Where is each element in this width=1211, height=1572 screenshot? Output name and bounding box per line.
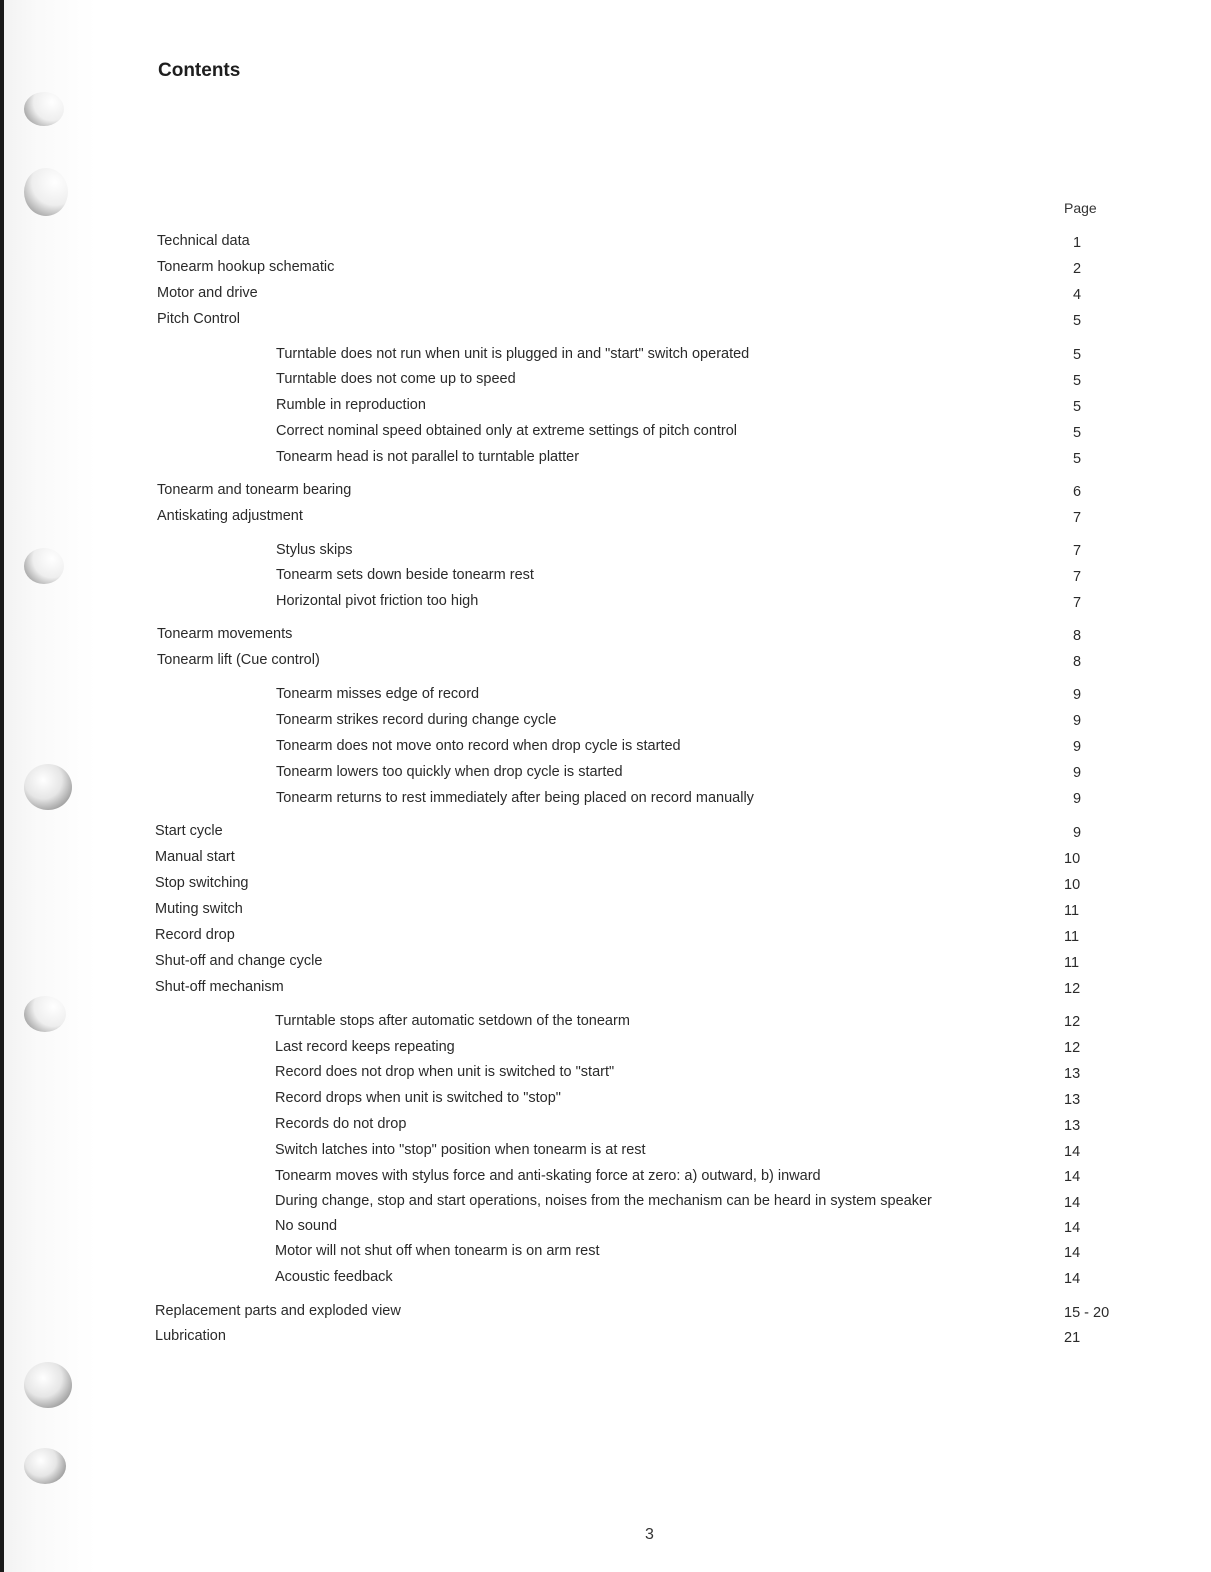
toc-entry: Record drop	[155, 927, 235, 943]
toc-page-number: 5	[1073, 347, 1082, 363]
toc-page-number: 5	[1073, 451, 1082, 467]
toc-page-number: 4	[1073, 287, 1082, 303]
toc-page-number: 7	[1073, 510, 1082, 526]
toc-page-number: 11	[1064, 929, 1080, 945]
toc-entry: Technical data	[157, 233, 250, 249]
punch-hole-icon	[24, 1448, 66, 1484]
toc-page-number: 9	[1073, 765, 1082, 781]
toc-subentry: Tonearm lowers too quickly when drop cycle is started	[276, 764, 623, 780]
toc-entry: Muting switch	[155, 901, 243, 917]
toc-subentry: Horizontal pivot friction too high	[276, 593, 479, 609]
toc-page-number: 12	[1064, 1040, 1081, 1056]
toc-page-number: 12	[1064, 981, 1081, 997]
toc-page-number: 10	[1064, 851, 1081, 867]
punch-hole-icon	[24, 92, 64, 126]
toc-page-number: 14	[1064, 1144, 1081, 1160]
toc-entry: Replacement parts and exploded view	[155, 1303, 401, 1319]
toc-page-number: 11	[1064, 903, 1080, 919]
page-edge	[0, 0, 4, 1572]
toc-page-number: 9	[1073, 687, 1082, 703]
page-title: Contents	[158, 60, 241, 81]
toc-page-number: 9	[1073, 825, 1082, 841]
toc-page-number: 5	[1073, 425, 1082, 441]
toc-subentry: Tonearm misses edge of record	[276, 686, 480, 702]
toc-entry: Tonearm movements	[157, 626, 293, 642]
toc-entry: Antiskating adjustment	[157, 508, 303, 524]
toc-entry: Manual start	[155, 849, 235, 865]
toc-page-number: 14	[1064, 1245, 1081, 1261]
toc-entry: Tonearm hookup schematic	[157, 259, 335, 275]
toc-subentry: Records do not drop	[275, 1116, 407, 1132]
toc-page-number: 5	[1073, 313, 1082, 329]
toc-page-number: 14	[1064, 1169, 1081, 1185]
toc-subentry: Tonearm head is not parallel to turntable platter	[276, 449, 580, 465]
toc-page-number: 5	[1073, 373, 1082, 389]
toc-subentry: No sound	[275, 1218, 338, 1234]
toc-page-number: 10	[1064, 877, 1081, 893]
toc-entry: Motor and drive	[157, 285, 258, 301]
toc-subentry: Tonearm strikes record during change cycle	[276, 712, 557, 728]
toc-entry: Lubrication	[155, 1328, 226, 1344]
toc-page-number: 9	[1073, 713, 1082, 729]
toc-subentry: Rumble in reproduction	[276, 397, 426, 413]
toc-page-number: 14	[1064, 1195, 1081, 1211]
toc-page-number: 12	[1064, 1014, 1081, 1030]
toc-subentry: Tonearm does not move onto record when drop cycle is started	[276, 738, 681, 754]
page-column-label: Page	[1064, 200, 1097, 216]
toc-entry: Pitch Control	[157, 311, 241, 327]
toc-entry: Stop switching	[155, 875, 249, 891]
toc-page-number: 7	[1073, 595, 1082, 611]
toc-entry: Tonearm and tonearm bearing	[157, 482, 352, 498]
toc-subentry: Tonearm returns to rest immediately after being placed on record manually	[276, 790, 754, 806]
punch-hole-icon	[24, 996, 66, 1032]
toc-page-number: 13	[1064, 1092, 1081, 1108]
toc-subentry: During change, stop and start operations, noises from the mechanism can be heard in system speaker	[275, 1193, 932, 1209]
toc-subentry: Switch latches into "stop" position when tonearm is at rest	[275, 1142, 646, 1158]
toc-page-number: 13	[1064, 1066, 1081, 1082]
toc-page-number: 14	[1064, 1220, 1081, 1236]
punch-hole-icon	[24, 1362, 72, 1408]
toc-page-number: 1	[1073, 235, 1082, 251]
toc-page-number: 7	[1073, 543, 1082, 559]
toc-subentry: Last record keeps repeating	[275, 1039, 455, 1055]
toc-page-number: 11	[1064, 955, 1080, 971]
toc-entry: Shut-off and change cycle	[155, 953, 323, 969]
toc-subentry: Tonearm moves with stylus force and anti-skating force at zero: a) outward, b) inward	[275, 1168, 821, 1184]
toc-page-number: 13	[1064, 1118, 1081, 1134]
punch-hole-icon	[24, 764, 72, 810]
toc-subentry: Turntable does not run when unit is plugged in and "start" switch operated	[276, 346, 750, 362]
toc-subentry: Stylus skips	[276, 542, 353, 558]
toc-entry: Shut-off mechanism	[155, 979, 284, 995]
toc-page-number: 9	[1073, 739, 1082, 755]
toc-subentry: Record drops when unit is switched to "stop"	[275, 1090, 561, 1106]
toc-subentry: Motor will not shut off when tonearm is on arm rest	[275, 1243, 600, 1259]
page-number: 3	[645, 1526, 654, 1543]
binder-margin	[0, 0, 96, 1572]
toc-subentry: Turntable stops after automatic setdown of the tonearm	[275, 1013, 630, 1029]
toc-page-number: 15 - 20	[1064, 1305, 1110, 1321]
toc-entry: Tonearm lift (Cue control)	[157, 652, 320, 668]
toc-page-number: 5	[1073, 399, 1082, 415]
toc-page-number: 21	[1064, 1330, 1081, 1346]
toc-page-number: 9	[1073, 791, 1082, 807]
toc-entry: Start cycle	[155, 823, 223, 839]
toc-subentry: Turntable does not come up to speed	[276, 371, 516, 387]
punch-hole-icon	[24, 548, 64, 584]
toc-page-number: 8	[1073, 654, 1082, 670]
toc-page-number: 14	[1064, 1271, 1081, 1287]
toc-page-number: 8	[1073, 628, 1082, 644]
toc-subentry: Correct nominal speed obtained only at extreme settings of pitch control	[276, 423, 738, 439]
toc-subentry: Tonearm sets down beside tonearm rest	[276, 567, 534, 583]
toc-page-number: 6	[1073, 484, 1082, 500]
toc-subentry: Record does not drop when unit is switched to "start"	[275, 1064, 615, 1080]
toc-page-number: 7	[1073, 569, 1082, 585]
punch-hole-icon	[24, 168, 68, 216]
toc-subentry: Acoustic feedback	[275, 1269, 393, 1285]
toc-page-number: 2	[1073, 261, 1082, 277]
